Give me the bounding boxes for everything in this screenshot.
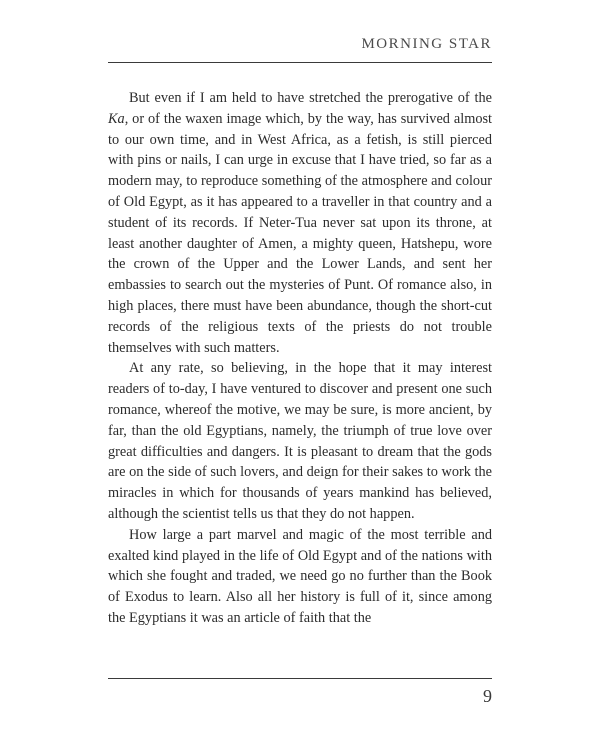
paragraph-2: At any rate, so believing, in the hope that it may interest readers of to-day, I have ventured to discover and present one such romance, whereof the motive, we may be sure, is more ancient, by far, than the old Egyptians, namely, the triumph of true love over great difficulties and dangers. It is pleasant to dream that the gods are on the side of such lovers, and deign for their sakes to work the miracles in which for thousands of years mankind has believed, although the scientist tells us that they do not happen. [108,360,492,522]
footer-rule [108,678,492,679]
header-rule [108,62,492,63]
paragraph-1 [108,88,492,358]
paragraph-1-italic-ka: Ka [108,110,125,127]
paragraph-1-after: , or of the waxen image which, by the way, has survived almost to our own time, and in West Africa, as a fetish, is still pierced with pins or nails, I can urge in excuse that I have tried, so far as a modern may, to reproduce something of the atmosphere and colour of Old Egypt, as it has appeared to a traveller in that country and a student of its records. If Neter-Tua never sat upon its throne, at least another daughter of Amen, a mighty queen, Hatshepu, wore the crown of the Upper and the Lower Lands, and sent her embassies to search out the mysteries of Punt. Of romance also, in high places, there must have been abundance, though the short-cut records of the religious texts of the priests do not trouble themselves with such matters. [108,110,492,356]
running-head: MORNING STAR [361,36,492,52]
paragraph-3: How large a part marvel and magic of the most terrible and exalted kind played in the life of Old Egypt and of the nations with which she fought and traded, we need go no further than the Book of Exodus to learn. Also all her history is full of it, since among the Egyptians it was an article of faith that the [108,526,492,626]
body-text [108,88,492,629]
page-number: 9 [483,686,492,706]
paragraph-1-before: But even if I am held to have stretched the prerogative of the [129,90,492,106]
